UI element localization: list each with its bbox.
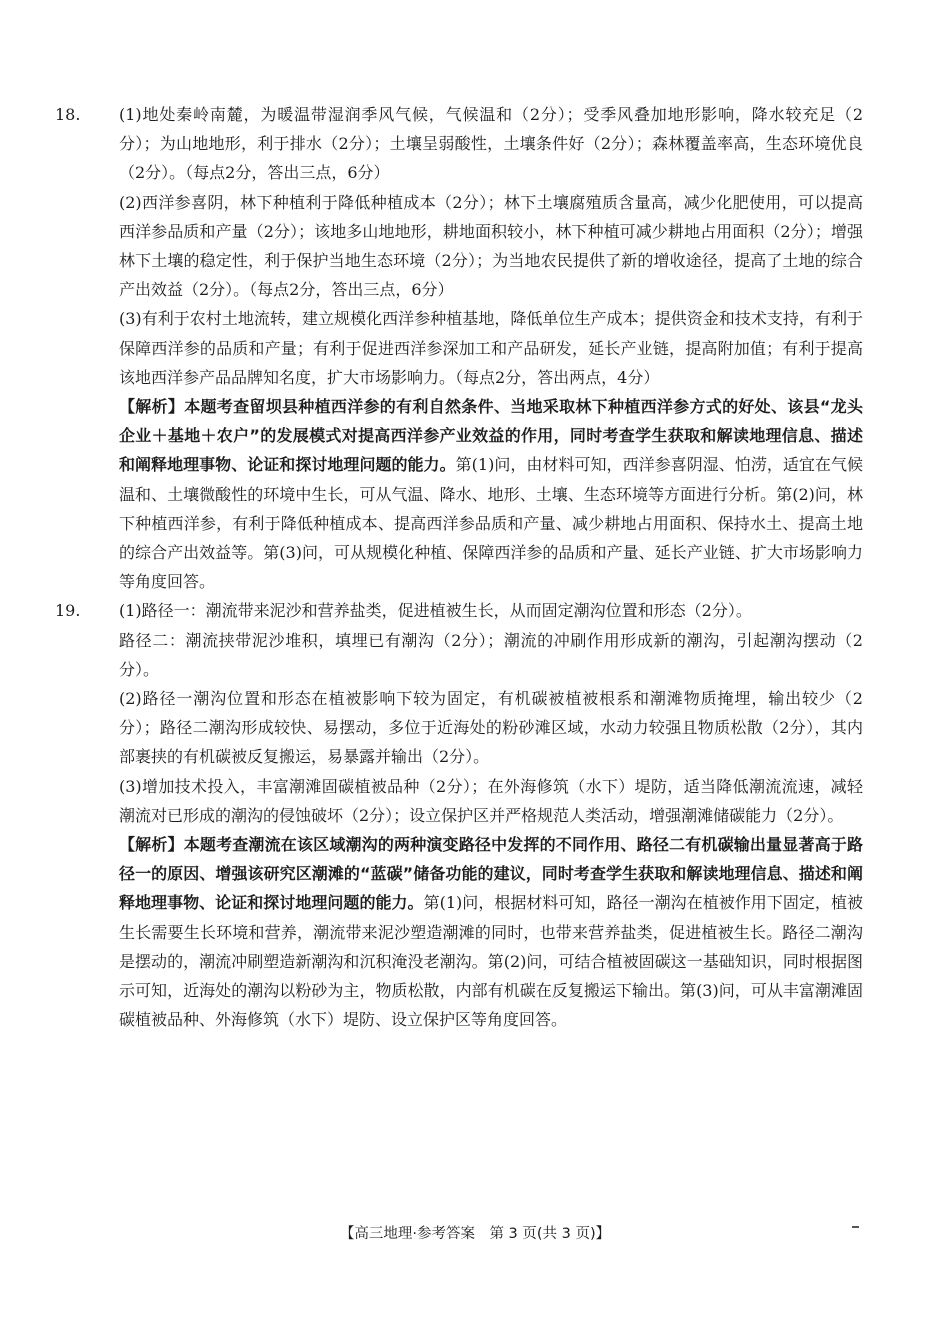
q18-analysis-rest: 第(1)问，由材料可知，西洋参喜阴湿、怕涝，适宜在气候温和、土壤微酸性的环境中生长，可从气温、降水、地形、土壤、生态环境等方面进行分析。第(2)问，林下种植西洋参，有利于降低种植成本、提高西洋参品质和产量、减少耕地占用面积、保持水土、提高土地的综合产出效益等。第(3)问，可从规模化种植、保障西洋参的品质和产量、延长产业链、扩大市场影响力等角度回答。: [119, 455, 863, 592]
page-footer: 【高三地理·参考答案 第 3 页(共 3 页)】: [339, 1226, 611, 1242]
q18-number: 18.: [55, 105, 81, 124]
question-19: [55, 596, 863, 1034]
q19-analysis-bold: 本题考查潮流在该区域潮沟的两种演变路径中发挥的不同作用、路径二有机碳输出量显著高于路径一的原因、增强该研究区潮滩的“蓝碳”储备功能的建议，同时考查学生获取和解读地理信息、描述和阐释地理事物、论证和探讨地理问题的能力。: [119, 835, 863, 913]
q18-part1: 18. (1)地处秦岭南麓，为暖温带湿润季风气候，气候温和（2分）；受季风叠加地形影响，降水较充足（2分）；为山地地形，利于排水（2分）；土壤呈弱酸性，土壤条件好（2分）；森林覆盖率高，生态环境优良（2分）。（每点2分，答出三点，6分）: [87, 100, 863, 188]
q19-part2: (2)路径一潮沟位置和形态在植被影响下较为固定，有机碳被植被根系和潮滩物质掩埋，输出较少（2分）；路径二潮沟形成较快、易摆动，多位于近海处的粉砂滩区域，水动力较强且物质松散（2分），其内部裹挟的有机碳被反复搬运，易暴露并输出（2分）。: [119, 689, 863, 767]
q19-analysis-rest: 第(1)问，根据材料可知，路径一潮沟在植被作用下固定，植被生长需要生长环境和营养，潮流带来泥沙塑造潮滩的同时，也带来营养盐类，促进植被生长。路径二潮沟是摆动的，潮流冲刷塑造新潮沟和沉积淹没老潮沟。第(2)问，可结合植被固碳这一基础知识，同时根据图示可知，近海处的潮沟以粉砂为主，物质松散，内部有机碳在反复搬运下输出。第(3)问，可从丰富潮滩固碳植被品种、外海修筑（水下）堤防、设立保护区等角度回答。: [119, 893, 863, 1030]
answer-content: [55, 100, 863, 1035]
q19-part3: (3)增加技术投入，丰富潮滩固碳植被品种（2分）；在外海修筑（水下）堤防，适当降低潮流流速，减轻潮流对已形成的潮沟的侵蚀破坏（2分）；设立保护区并严格规范人类活动，增强潮滩储碳能力（2分）。: [119, 776, 863, 825]
q19-analysis: [87, 830, 863, 1034]
question-18: [55, 100, 863, 596]
q19-part1b: 路径二：潮流挟带泥沙堆积，填埋已有潮沟（2分）；潮流的冲刷作用形成新的潮沟，引起潮沟摆动（2分）。: [119, 630, 863, 679]
q18-analysis: [87, 392, 863, 596]
q18-analysis-tag: 【解析】: [119, 397, 185, 417]
corner-mark: [852, 1226, 859, 1228]
q19-analysis-tag: 【解析】: [119, 835, 184, 855]
q18-analysis-bold: 本题考查留坝县种植西洋参的有利自然条件、当地采取林下种植西洋参方式的好处、该县“龙头企业＋基地＋农户”的发展模式对提高西洋参产业效益的作用，同时考查学生获取和解读地理信息、描述和阐释地理事物、论证和探讨地理问题的能力。: [119, 397, 863, 475]
q18-part2: (2)西洋参喜阴，林下种植利于降低种植成本（2分）；林下土壤腐殖质含量高，减少化肥使用，可以提高西洋参品质和产量（2分）；该地多山地地形，耕地面积较小，林下种植可减少耕地占用面积（2分）；增强林下土壤的稳定性，利于保护当地生态环境（2分）；为当地农民提供了新的增收途径，提高了土地的综合产出效益（2分）。（每点2分，答出三点，6分）: [119, 192, 863, 300]
q18-part3: (3)有利于农村土地流转，建立规模化西洋参种植基地，降低单位生产成本；提供资金和技术支持，有利于保障西洋参的品质和产量；有利于促进西洋参深加工和产品研发，延长产业链，提高附加值；有利于提高该地西洋参产品品牌知名度，扩大市场影响力。（每点2分，答出两点，4分）: [119, 309, 863, 387]
q19-part1a: 19. (1)路径一：潮流带来泥沙和营养盐类，促进植被生长，从而固定潮沟位置和形态（2分）。: [87, 596, 863, 625]
q19-number: 19.: [55, 601, 81, 621]
